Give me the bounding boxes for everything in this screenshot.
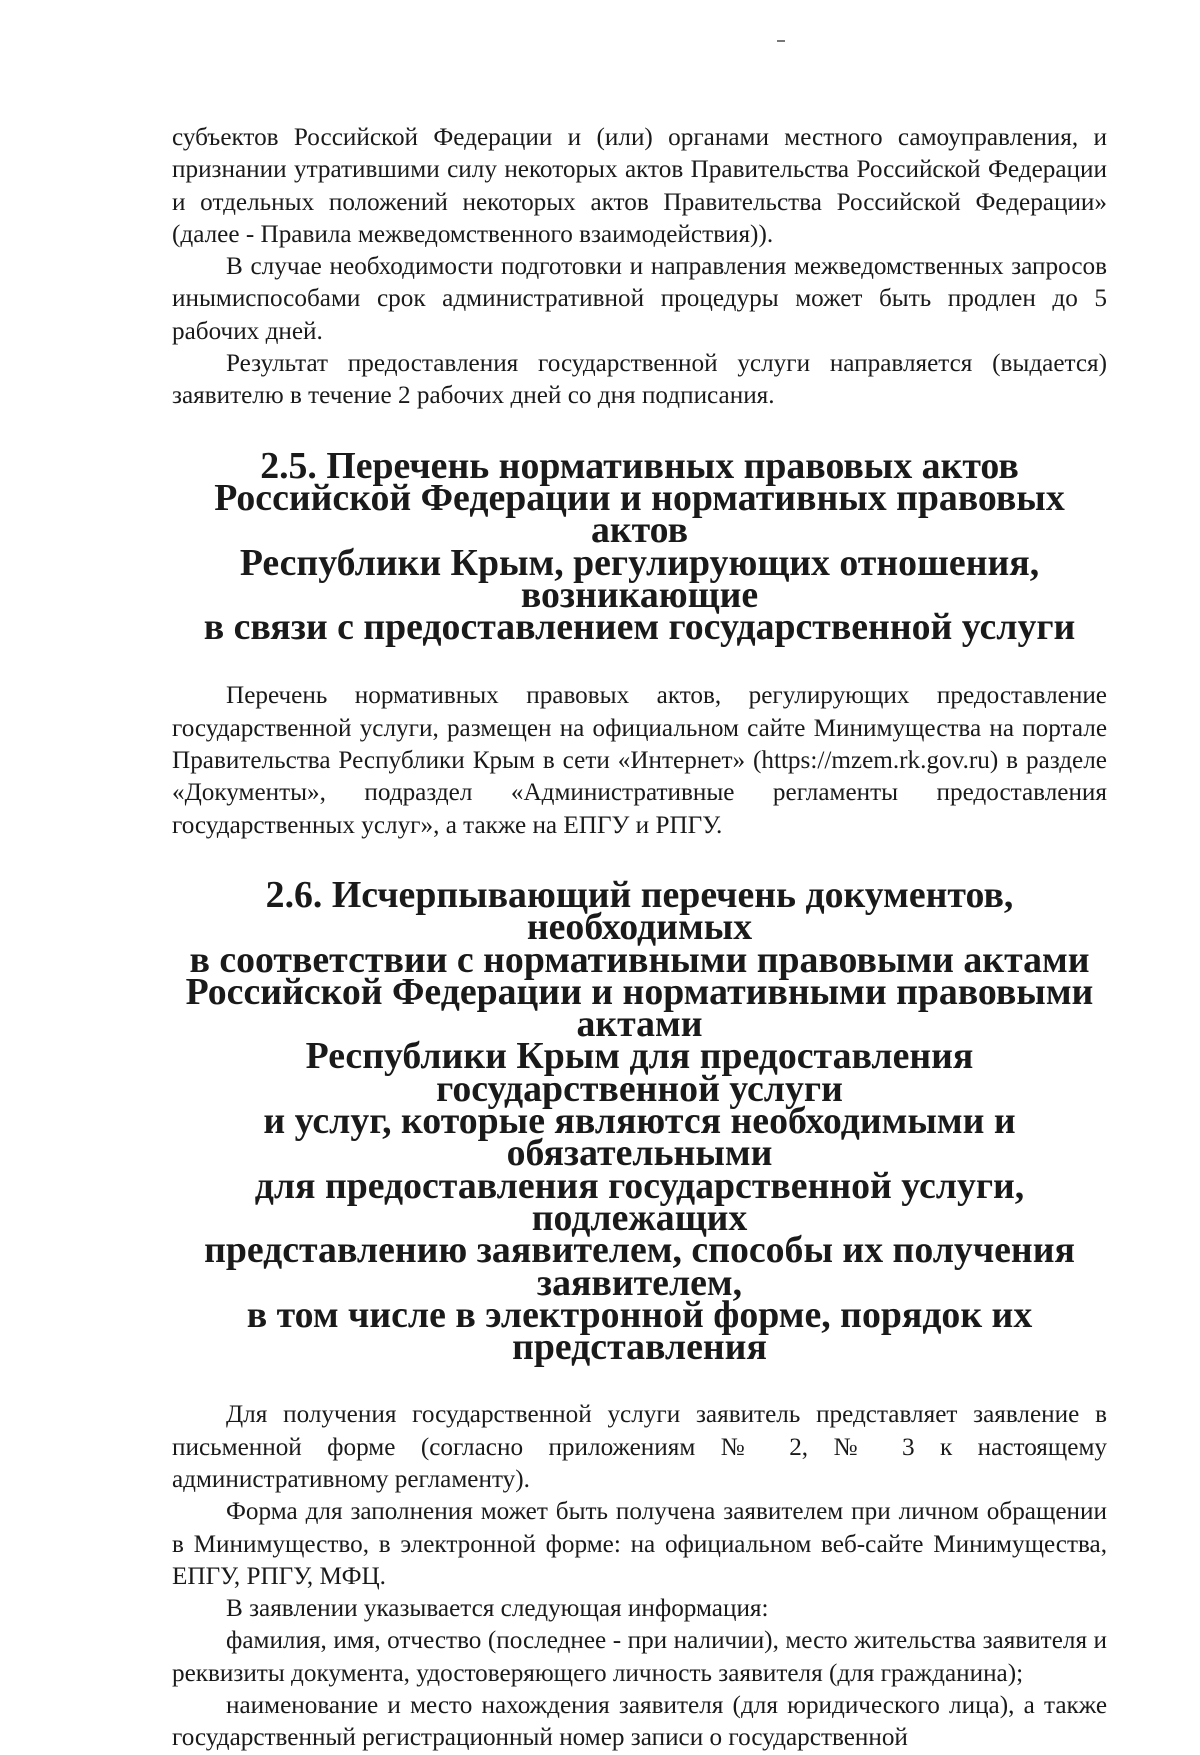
paragraph-legal-acts-list: Перечень нормативных правовых актов, регулирующих предоставление государственной услуги, размещен на официальном сайте Минимущества на портале Правительства Республики Крым в сети «Интернет» (https://mzem.rk.gov.ru) в разделе «Документы», подраздел «Административные регламенты предоставления государственных услуг», а также на ЕПГУ и РПГУ.	[172, 682, 1107, 839]
document-body	[172, 122, 1107, 1755]
heading-line: 2.6. Исчерпывающий перечень документов, необходимых	[265, 873, 1014, 949]
paragraph-result-delivery: Результат предоставления государственной услуги направляется (выдается) заявителю в течение 2 рабочих дней со дня подписания.	[172, 350, 1107, 410]
scan-mark	[777, 40, 785, 42]
heading-line: в связи с предоставлением государственной услуги	[203, 606, 1076, 649]
section-heading-2-6	[172, 873, 1107, 1369]
paragraph-application-info: В заявлении указывается следующая информация:	[226, 1595, 769, 1623]
heading-line: в том числе в электронной форме, порядок их представления	[246, 1293, 1033, 1369]
heading-line: и услуг, которые являются необходимыми и обязательными	[263, 1100, 1016, 1175]
heading-line: Республики Крым, регулирующих отношения, возникающие	[239, 541, 1040, 616]
paragraph-citizen-details: фамилия, имя, отчество (последнее - при наличии), место жительства заявителя и реквизиты документа, удостоверяющего личность заявителя (для гражданина);	[172, 1627, 1107, 1687]
heading-line: представлению заявителем, способы их получения заявителем,	[204, 1229, 1075, 1304]
heading-line: 2.5. Перечень нормативных правовых актов	[260, 444, 1019, 487]
heading-line: Российской Федерации и нормативных правовых актов	[214, 476, 1065, 552]
paragraph-form-availability: Форма для заполнения может быть получена заявителем при личном обращении в Минимущество, в электронной форме: на официальном веб-сайте Минимущества, ЕПГУ, РПГУ, МФЦ.	[172, 1498, 1107, 1590]
heading-line: Российской Федерации и нормативными правовыми актами	[185, 970, 1094, 1046]
paragraph-application-form: Для получения государственной услуги заявитель представляет заявление в письменной форме (согласно приложениям № 2, № 3 к настоящему административному регламенту).	[172, 1401, 1107, 1493]
heading-line: в соответствии с нормативными правовыми актами	[189, 938, 1090, 981]
heading-line: для предоставления государственной услуги, подлежащих	[254, 1164, 1025, 1239]
paragraph-continuation: субъектов Российской Федерации и (или) органами местного самоуправления, и признании утратившими силу некоторых актов Правительства Российской Федерации и отдельных положений некоторых актов Правительства Российской Федерации» (далее - Правила межведомственного взаимодействия)).	[172, 124, 1107, 248]
paragraph-extension-term: В случае необходимости подготовки и направления межведомственных запросов инымиспособами срок административной процедуры может быть продлен до 5 рабочих дней.	[172, 253, 1107, 345]
paragraph-legal-entity-details: наименование и место нахождения заявителя (для юридического лица), а также государственный регистрационный номер записи о государственной	[172, 1692, 1107, 1752]
section-heading-2-5	[172, 444, 1107, 649]
heading-line: Республики Крым для предоставления государственной услуги	[305, 1035, 974, 1110]
